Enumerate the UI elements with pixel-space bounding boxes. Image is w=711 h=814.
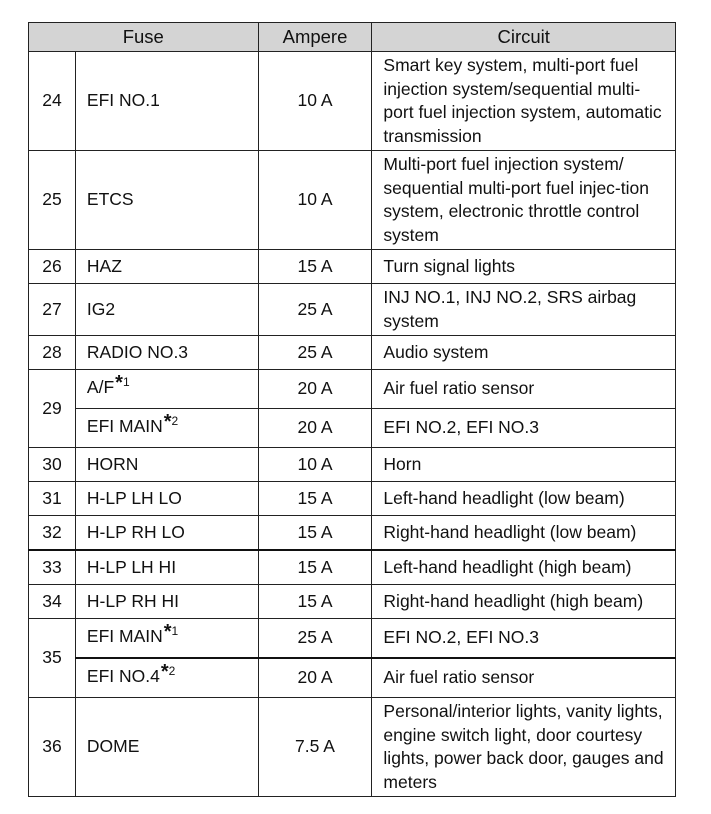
- fuse-name: A/F*$^1$: [75, 370, 258, 409]
- fuse-name: EFI NO.4*$^2$: [75, 658, 258, 698]
- fuse-circuit: Audio system: [372, 336, 676, 370]
- table-row: [29, 619, 676, 659]
- fuse-ampere: 7.5 A: [258, 698, 372, 797]
- fuse-number: 31: [29, 482, 76, 516]
- table-row: [29, 151, 676, 250]
- fuse-number: 25: [29, 151, 76, 250]
- fuse-circuit: Horn: [372, 448, 676, 482]
- fuse-name: EFI NO.1: [75, 52, 258, 151]
- fuse-ampere: 25 A: [258, 336, 372, 370]
- header-row: [29, 23, 676, 52]
- fuse-name: DOME: [75, 698, 258, 797]
- fuse-circuit: Left-hand headlight (low beam): [372, 482, 676, 516]
- table-row: [29, 284, 676, 336]
- fuse-name: IG2: [75, 284, 258, 336]
- table-row: [29, 585, 676, 619]
- fuse-name: H-LP LH HI: [75, 550, 258, 585]
- fuse-circuit: Right-hand headlight (high beam): [372, 585, 676, 619]
- fuse-ampere: 10 A: [258, 448, 372, 482]
- table-row: [29, 448, 676, 482]
- fuse-ampere: 15 A: [258, 550, 372, 585]
- fuse-name: RADIO NO.3: [75, 336, 258, 370]
- fuse-name: H-LP LH LO: [75, 482, 258, 516]
- fuse-name: HAZ: [75, 250, 258, 284]
- fuse-circuit: Smart key system, multi-port fuel injection system/sequential multi-port fuel injection system, automatic transmission: [372, 52, 676, 151]
- fuse-number: 24: [29, 52, 76, 151]
- fuse-table: [28, 22, 676, 797]
- fuse-number: 36: [29, 698, 76, 797]
- fuse-name: H-LP RH LO: [75, 516, 258, 551]
- fuse-circuit: Air fuel ratio sensor: [372, 370, 676, 409]
- fuse-number: 30: [29, 448, 76, 482]
- fuse-circuit: INJ NO.1, INJ NO.2, SRS airbag system: [372, 284, 676, 336]
- fuse-circuit: Turn signal lights: [372, 250, 676, 284]
- fuse-circuit: Air fuel ratio sensor: [372, 658, 676, 698]
- fuse-circuit: Multi-port fuel injection system/ sequential multi-port fuel injec-tion system, electronic throttle control system: [372, 151, 676, 250]
- fuse-circuit: Left-hand headlight (high beam): [372, 550, 676, 585]
- fuse-ampere: 15 A: [258, 516, 372, 551]
- fuse-name: H-LP RH HI: [75, 585, 258, 619]
- header-ampere: Ampere: [258, 23, 372, 52]
- fuse-ampere: 25 A: [258, 284, 372, 336]
- fuse-name: EFI MAIN*$^1$: [75, 619, 258, 659]
- table-row: [29, 658, 676, 698]
- fuse-name: EFI MAIN*$^2$: [75, 409, 258, 448]
- fuse-number: 29: [29, 370, 76, 448]
- fuse-circuit: Personal/interior lights, vanity lights, engine switch light, door courtesy lights, power back door, gauges and meters: [372, 698, 676, 797]
- fuse-number: 27: [29, 284, 76, 336]
- fuse-ampere: 20 A: [258, 409, 372, 448]
- fuse-circuit: EFI NO.2, EFI NO.3: [372, 619, 676, 659]
- table-row: [29, 409, 676, 448]
- fuse-ampere: 15 A: [258, 482, 372, 516]
- fuse-number: 35: [29, 619, 76, 698]
- fuse-name: ETCS: [75, 151, 258, 250]
- fuse-ampere: 15 A: [258, 250, 372, 284]
- fuse-number: 32: [29, 516, 76, 551]
- fuse-number: 28: [29, 336, 76, 370]
- fuse-number: 33: [29, 550, 76, 585]
- fuse-number: 26: [29, 250, 76, 284]
- header-circuit: Circuit: [372, 23, 676, 52]
- fuse-circuit: Right-hand headlight (low beam): [372, 516, 676, 551]
- fuse-ampere: 15 A: [258, 585, 372, 619]
- header-fuse: Fuse: [29, 23, 259, 52]
- table-row: [29, 336, 676, 370]
- table-row: [29, 250, 676, 284]
- table-row: [29, 370, 676, 409]
- fuse-ampere: 10 A: [258, 52, 372, 151]
- table-row: [29, 482, 676, 516]
- table-row: [29, 698, 676, 797]
- table-row: [29, 550, 676, 585]
- fuse-circuit: EFI NO.2, EFI NO.3: [372, 409, 676, 448]
- table-row: [29, 52, 676, 151]
- table-row: [29, 516, 676, 551]
- fuse-number: 34: [29, 585, 76, 619]
- fuse-ampere: 10 A: [258, 151, 372, 250]
- fuse-ampere: 20 A: [258, 658, 372, 698]
- fuse-name: HORN: [75, 448, 258, 482]
- fuse-ampere: 20 A: [258, 370, 372, 409]
- fuse-ampere: 25 A: [258, 619, 372, 659]
